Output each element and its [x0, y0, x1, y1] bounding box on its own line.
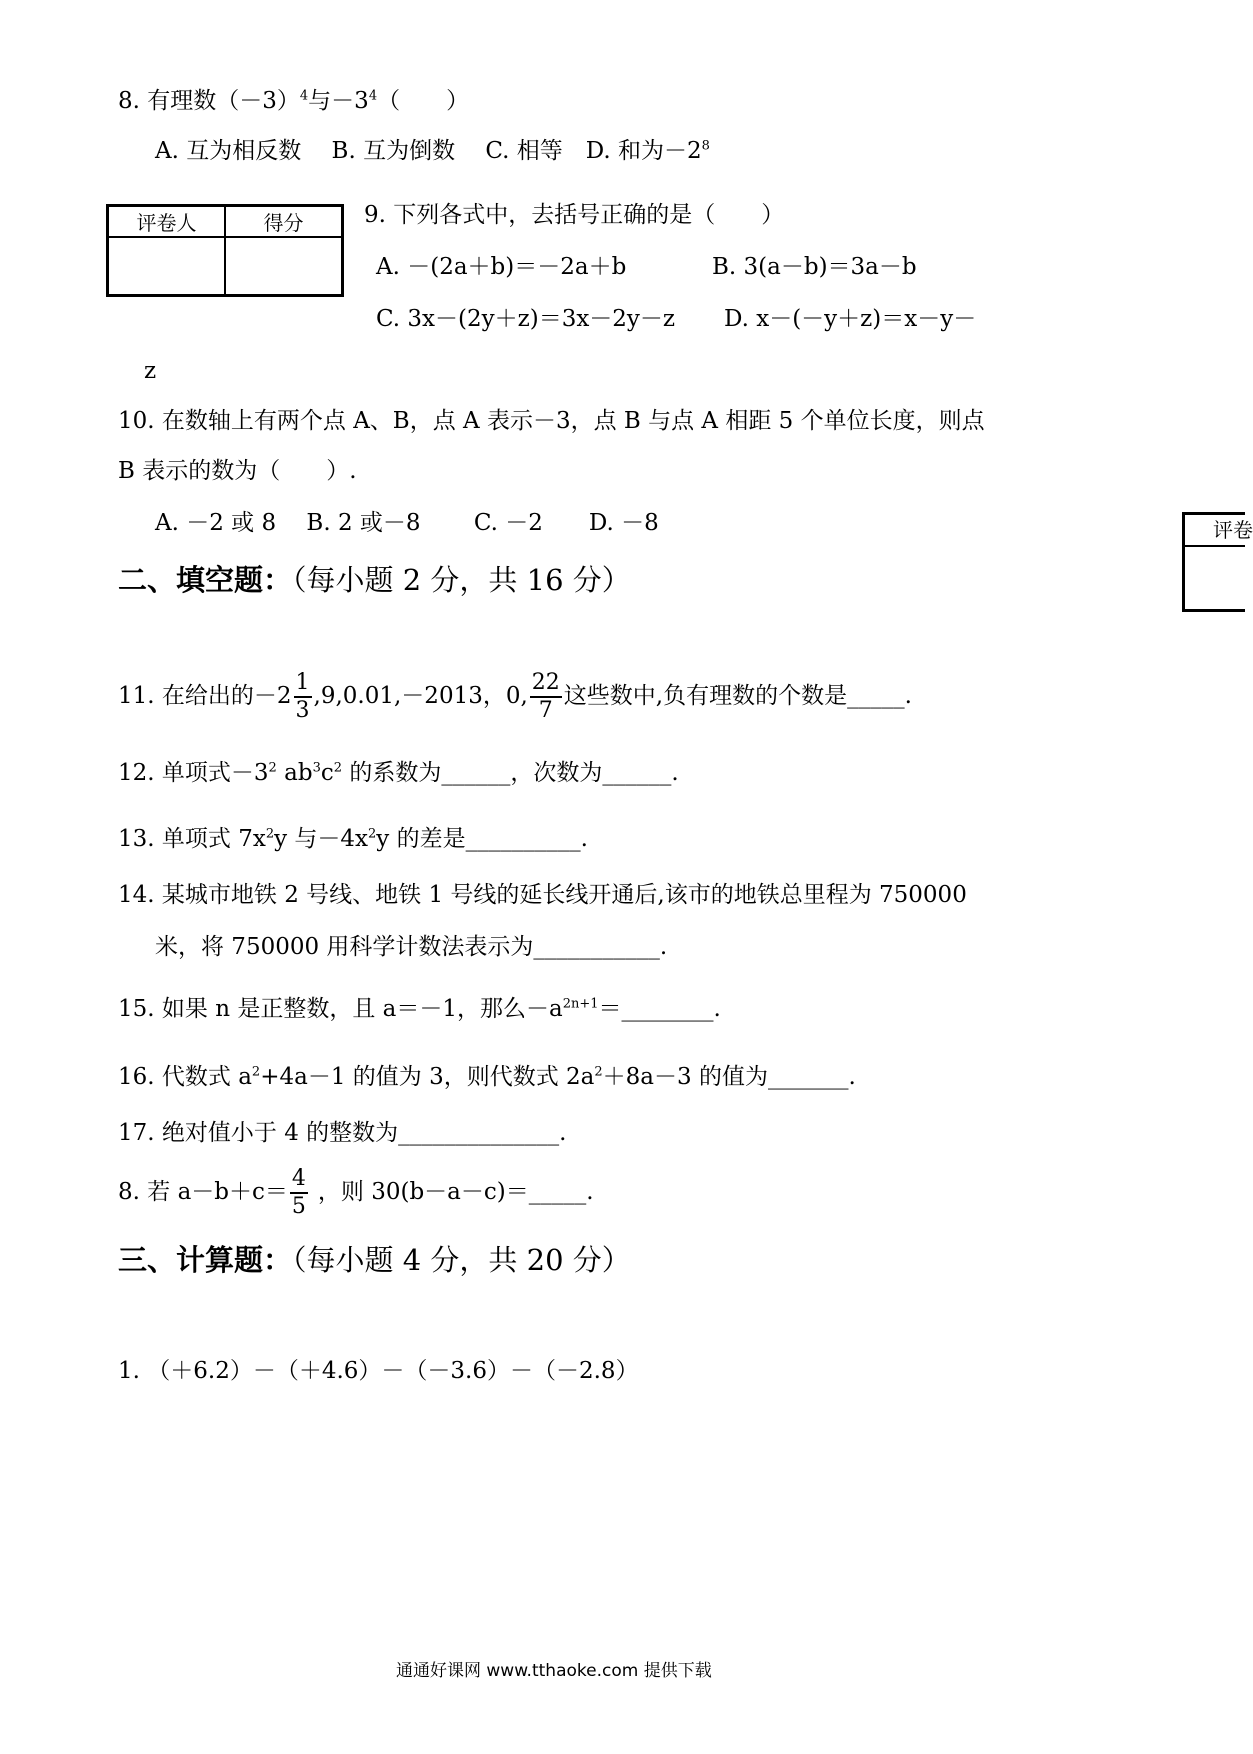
question-15 — [118, 994, 721, 1024]
q16-text-c: ＋8a－3 的值为_______. — [602, 1064, 856, 1090]
question-14-line-2: 米，将 750000 用科学计数法表示为___________. — [155, 934, 668, 960]
q13-text-c: y 的差是__________. — [376, 826, 588, 852]
q18-fraction — [290, 1166, 308, 1220]
score-table-cell-score[interactable] — [225, 237, 343, 295]
q12-text-d: 的系数为______，次数为______. — [342, 760, 679, 786]
q15-exponent: 2n+1 — [562, 996, 599, 1012]
q13-exponent-2: 2 — [368, 826, 377, 842]
question-14-line-1: 14. 某城市地铁 2 号线、地铁 1 号线的延长线开通后,该市的地铁总里程为 750000 — [118, 882, 967, 908]
section-3-title: 三、计算题： — [118, 1243, 293, 1277]
q8-options-text: A. 互为相反数 B. 互为倒数 C. 相等 D. 和为－2 — [155, 138, 702, 164]
question-16 — [118, 1062, 856, 1092]
q13-exponent-1: 2 — [265, 826, 275, 842]
score-table-right-header: 评卷 — [1185, 515, 1245, 547]
question-13 — [118, 824, 588, 854]
q11-fraction-1 — [294, 670, 312, 724]
q15-text-b: ＝________. — [598, 996, 721, 1022]
q12-text-a: 12. 单项式－3 — [118, 760, 269, 786]
question-8-options — [155, 136, 710, 166]
question-10-options: A. －2 或 8 B. 2 或－8 C. －2 D. －8 — [155, 510, 659, 536]
score-table-cell-grader[interactable] — [108, 237, 226, 295]
score-table-right — [1182, 512, 1253, 612]
q11-fraction-1-denominator: 3 — [295, 698, 310, 723]
question-9-option-b: B. 3(a－b)＝3a－b — [712, 254, 917, 280]
q16-text-a: 16. 代数式 a — [118, 1064, 252, 1090]
question-9-option-a: A. －(2a＋b)＝－2a＋b — [376, 254, 627, 280]
q11-pre-text: 11. 在给出的－2 — [118, 683, 292, 709]
question-10-line-2: B 表示的数为（ ）. — [118, 458, 357, 484]
q11-fraction-1-numerator: 1 — [294, 670, 312, 698]
question-9-wrap: z — [144, 358, 157, 384]
section-3-heading — [118, 1242, 631, 1278]
q13-text-b: y 与－4x — [274, 826, 369, 852]
q12-exponent-3: 2 — [333, 760, 343, 776]
calculation-1: 1. （＋6.2）－（＋4.6）－（－3.6）－（－2.8） — [118, 1358, 639, 1384]
q8-exponent-2: 4 — [368, 88, 378, 104]
score-table-header-score: 得分 — [225, 206, 343, 238]
q8-mid-text: 与－3 — [308, 88, 369, 114]
question-8-stem — [118, 86, 469, 116]
q16-text-b: +4a－1 的值为 3，则代数式 2a — [260, 1064, 595, 1090]
section-2-title: 二、填空题： — [118, 563, 293, 597]
q13-text-a: 13. 单项式 7x — [118, 826, 266, 852]
question-12 — [118, 758, 679, 788]
q18-fraction-denominator: 5 — [291, 1194, 306, 1219]
q18-fraction-numerator: 4 — [290, 1166, 308, 1194]
q11-mid-text: ,9,0.01,－2013，0, — [313, 683, 528, 709]
section-2-note: （每小题 2 分，共 16 分） — [292, 563, 631, 597]
score-table-header-grader: 评卷人 — [108, 206, 226, 238]
q18-post-text: ，则 30(b－a－c)＝_____. — [317, 1179, 594, 1205]
q12-exponent-1: 2 — [268, 760, 277, 776]
question-9-option-d: D. x－(－y＋z)＝x－y－ — [724, 306, 977, 332]
question-10-line-1: 10. 在数轴上有两个点 A、B，点 A 表示－3，点 B 与点 A 相距 5 个单位长度，则点 — [118, 408, 985, 434]
q15-text-a: 15. 如果 n 是正整数，且 a＝－1，那么－a — [118, 996, 563, 1022]
question-11 — [118, 670, 912, 724]
q12-text-c: c — [320, 760, 334, 786]
q12-exponent-2: 3 — [312, 760, 321, 776]
q11-fraction-2-numerator: 22 — [530, 670, 562, 698]
q16-exponent-1: 2 — [251, 1064, 261, 1080]
section-2-heading — [118, 562, 631, 598]
section-3-note: （每小题 4 分，共 20 分） — [292, 1243, 631, 1277]
question-17: 17. 绝对值小于 4 的整数为______________. — [118, 1120, 567, 1146]
q11-fraction-2 — [530, 670, 562, 724]
question-9-option-c: C. 3x－(2y＋z)＝3x－2y－z — [376, 306, 676, 332]
q8-end-text: （ ） — [377, 88, 470, 114]
page-footer: 通通好课网 www.tthaoke.com 提供下载 — [396, 1661, 712, 1681]
q8-exponent-1: 4 — [299, 88, 309, 104]
q11-post-text: 这些数中,负有理数的个数是_____. — [563, 683, 912, 709]
q11-fraction-2-denominator: 7 — [538, 698, 553, 723]
question-18 — [118, 1166, 594, 1220]
q12-text-b: ab — [276, 760, 313, 786]
q8-option-exponent: 8 — [701, 138, 710, 154]
q8-stem-text: 8. 有理数（－3） — [118, 88, 300, 114]
question-9-stem: 9. 下列各式中，去括号正确的是（ ） — [364, 202, 785, 228]
score-table-left — [106, 204, 344, 297]
q18-pre-text: 8. 若 a－b＋c＝ — [118, 1179, 288, 1205]
q16-exponent-2: 2 — [594, 1064, 603, 1080]
